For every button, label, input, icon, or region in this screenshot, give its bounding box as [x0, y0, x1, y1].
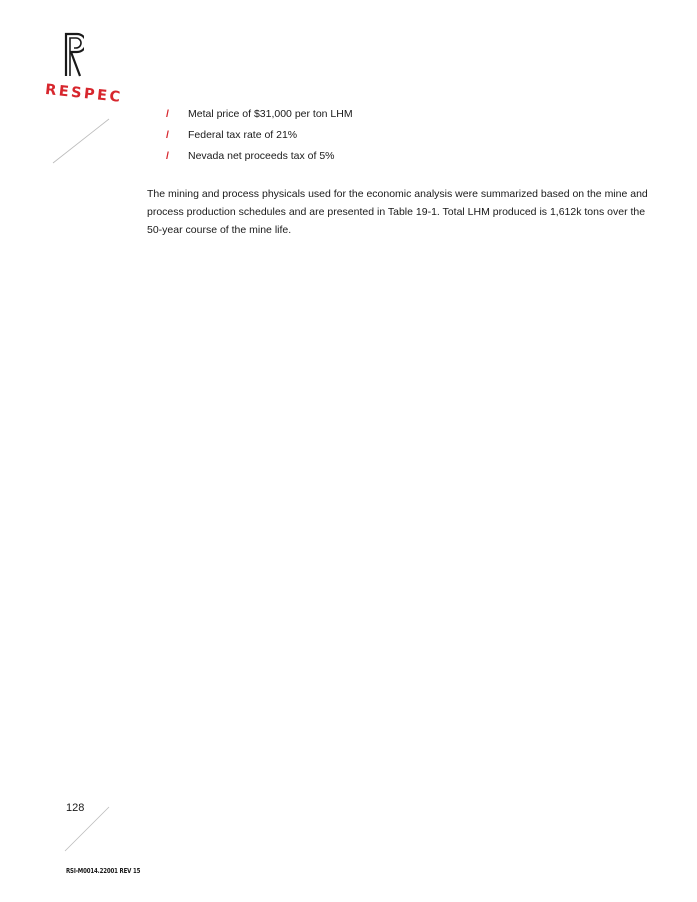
respec-logo: [44, 30, 124, 112]
bullet-slash-icon: /: [166, 150, 169, 162]
bullet-slash-icon: /: [166, 129, 169, 141]
footer-decorative-line: [64, 806, 110, 852]
decorative-diagonal-line: [52, 118, 110, 164]
logo-wordmark: RESPEC: [44, 82, 124, 107]
list-item: [166, 148, 353, 169]
bullet-text: Nevada net proceeds tax of 5%: [188, 150, 335, 162]
body-paragraph: The mining and process physicals used for the economic analysis were summarized based on the mine and process production schedules and are presented in Table 19-1. Total LHM produced is 1,612k tons over the 50-year course of the mine life.: [147, 188, 648, 236]
bullet-slash-icon: /: [166, 108, 169, 120]
logo-r-monogram-icon: [44, 30, 84, 78]
document-id: RSI-M0014.22001 REV 15: [66, 867, 141, 875]
bullet-list: [166, 106, 353, 169]
bullet-text: Metal price of $31,000 per ton LHM: [188, 108, 353, 120]
list-item: [166, 106, 353, 127]
bullet-text: Federal tax rate of 21%: [188, 129, 298, 141]
list-item: [166, 127, 353, 148]
page-number: 128: [66, 802, 85, 814]
